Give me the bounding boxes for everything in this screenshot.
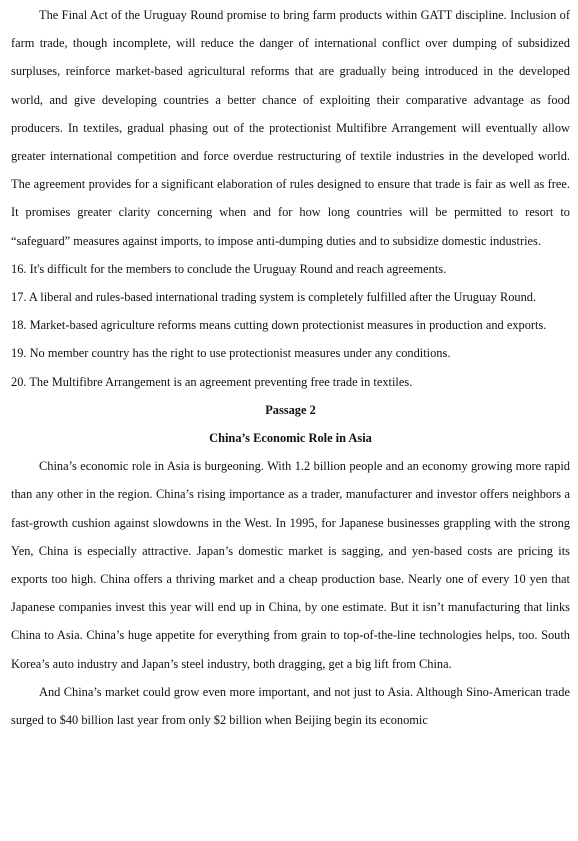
question-20: 20. The Multifibre Arrangement is an agreement preventing free trade in textiles. bbox=[11, 374, 413, 389]
document-page bbox=[0, 1, 578, 841]
paragraph-china-role: China’s economic role in Asia is burgeoning. With 1.2 billion people and an economy growing more rapid than any other in the region. China’s rising importance as a trader, manufacturer and investor offers neighbors a fast-growth cushion against slowdowns in the West. In 1995, for Japanese businesses grappling with the strong Yen, China is especially attractive. Japan’s domestic market is sagging, and yen-based costs are pricing its exports too high. China offers a thriving market and a cheap production base. Nearly one of every 10 yen that Japanese companies invest this year will end up in China, by one estimate. But it isn’t manufacturing that links China to Asia. China’s huge appetite for everything from grain to top-of-the-line technologies helps, too. South Korea’s auto industry and Japan’s steel industry, both dragging, get a big lift from China. bbox=[11, 459, 570, 671]
passage-title: China’s Economic Role in Asia bbox=[209, 431, 372, 446]
paragraph-china-market: And China’s market could grow even more important, and not just to Asia. Although Sino-American trade surged to $40 billion last year from only $2 billion when Beijing begin its economic bbox=[11, 684, 570, 728]
question-18: 18. Market-based agriculture reforms means cutting down protectionist measures in production and exports. bbox=[11, 318, 547, 333]
passage-label: Passage 2 bbox=[265, 402, 316, 417]
question-17: 17. A liberal and rules-based international trading system is completely fulfilled after the Uruguay Round. bbox=[11, 290, 537, 305]
question-19: 19. No member country has the right to use protectionist measures under any conditions. bbox=[11, 346, 451, 361]
question-16: 16. It's difficult for the members to conclude the Uruguay Round and reach agreements. bbox=[11, 261, 447, 276]
paragraph-gatt: The Final Act of the Uruguay Round promise to bring farm products within GATT discipline. Inclusion of farm trade, though incomplete, will reduce the danger of international conflict over dumping of subsidized surpluses, reinforce market-based agricultural reforms that are gradually being introduced in the developed world, and give developing countries a better chance of exploiting their comparative advantage as food producers. In textiles, gradual phasing out of the protectionist Multifibre Arrangement will eventually allow greater international competition and force overdue restructuring of textile industries in the developed world. The agreement provides for a significant elaboration of rules designed to ensure that trade is fair as well as free. It promises greater clarity concerning when and for how long countries will be permitted to resort to “safeguard” measures against imports, to impose anti-dumping duties and to subsidize domestic industries. bbox=[11, 8, 570, 248]
question-list bbox=[11, 255, 570, 396]
